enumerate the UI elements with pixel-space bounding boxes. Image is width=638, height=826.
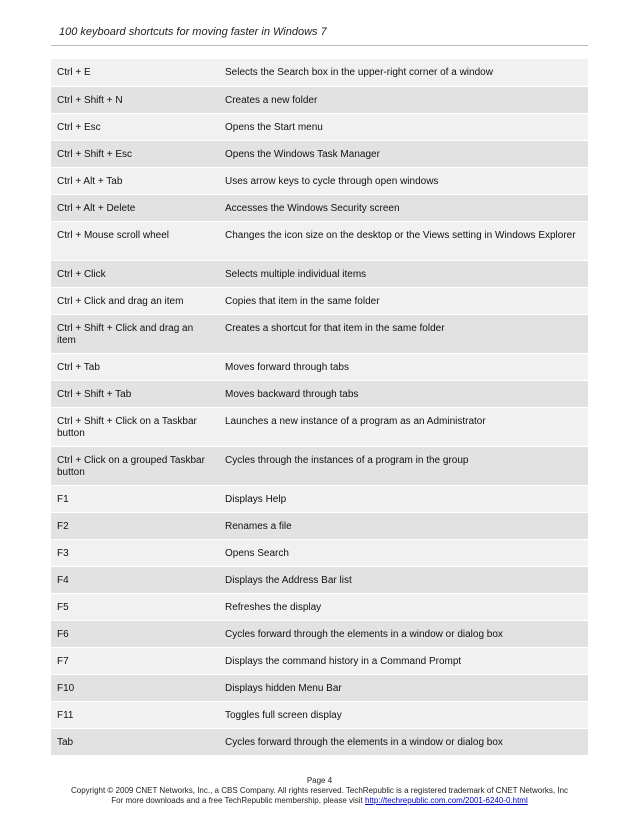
shortcut-description: Uses arrow keys to cycle through open windows <box>225 176 439 187</box>
techrepublic-link[interactable]: http://techrepublic.com.com/2001-6240-0.html <box>365 796 528 805</box>
shortcut-description: Refreshes the display <box>225 602 322 613</box>
shortcut-table <box>51 59 588 756</box>
table-row <box>51 486 588 513</box>
shortcut-keys: F5 <box>57 602 69 613</box>
table-row <box>51 87 588 114</box>
table-row <box>51 702 588 729</box>
table-row <box>51 315 588 354</box>
shortcut-description: Displays Help <box>225 494 287 505</box>
shortcut-description: Cycles forward through the elements in a window or dialog box <box>225 629 503 640</box>
table-row <box>51 354 588 381</box>
shortcut-keys: F3 <box>57 548 69 559</box>
document-header-title: 100 keyboard shortcuts for moving faster in Windows 7 <box>59 26 327 38</box>
table-row <box>51 513 588 540</box>
page-number: Page 4 <box>306 776 333 785</box>
shortcut-keys: Tab <box>57 737 74 748</box>
shortcut-description: Selects the Search box in the upper-right corner of a window <box>225 67 493 78</box>
shortcut-keys: Ctrl + Click and drag an item <box>57 296 184 307</box>
shortcut-description: Displays the Address Bar list <box>225 575 352 586</box>
shortcut-keys: Ctrl + Shift + N <box>57 95 123 106</box>
shortcut-keys: Ctrl + Click <box>57 269 106 280</box>
downloads-text: For more downloads and a free TechRepublic membership, please visit <box>111 796 365 805</box>
shortcut-keys: Ctrl + Alt + Delete <box>57 203 136 214</box>
shortcut-description: Creates a new folder <box>225 95 318 106</box>
shortcut-keys: Ctrl + Shift + Tab <box>57 389 132 400</box>
shortcut-description: Moves backward through tabs <box>225 389 359 400</box>
shortcut-description: Displays the command history in a Command Prompt <box>225 656 462 667</box>
table-row <box>51 141 588 168</box>
header-divider <box>51 45 588 46</box>
table-row <box>51 675 588 702</box>
shortcut-description: Launches a new instance of a program as an Administrator <box>225 416 486 427</box>
shortcut-keys: Ctrl + Shift + Esc <box>57 149 133 160</box>
shortcut-description: Selects multiple individual items <box>225 269 367 280</box>
table-row <box>51 567 588 594</box>
shortcut-keys: F4 <box>57 575 69 586</box>
table-row <box>51 540 588 567</box>
shortcut-keys: Ctrl + Shift + Click on a Taskbar button <box>57 416 197 439</box>
shortcut-keys: Ctrl + Shift + Click and drag an item <box>57 323 194 346</box>
shortcut-description: Opens the Windows Task Manager <box>225 149 380 160</box>
shortcut-keys: Ctrl + Click on a grouped Taskbar button <box>57 455 205 478</box>
shortcut-description: Creates a shortcut for that item in the same folder <box>225 323 445 334</box>
shortcut-description: Copies that item in the same folder <box>225 296 380 307</box>
shortcut-description: Cycles through the instances of a program in the group <box>225 455 469 466</box>
shortcut-keys: Ctrl + Esc <box>57 122 101 133</box>
table-row <box>51 648 588 675</box>
shortcut-keys: Ctrl + Alt + Tab <box>57 176 123 187</box>
page-footer <box>51 776 588 806</box>
table-row <box>51 621 588 648</box>
shortcut-keys: F2 <box>57 521 69 532</box>
shortcut-description: Displays hidden Menu Bar <box>225 683 342 694</box>
table-row <box>51 408 588 447</box>
table-row <box>51 594 588 621</box>
shortcut-description: Changes the icon size on the desktop or the Views setting in Windows Explorer <box>225 230 576 241</box>
table-row <box>51 168 588 195</box>
shortcut-keys: F6 <box>57 629 69 640</box>
table-row <box>51 447 588 486</box>
shortcut-description: Cycles forward through the elements in a window or dialog box <box>225 737 503 748</box>
shortcut-keys: F11 <box>57 710 74 721</box>
shortcut-keys: F7 <box>57 656 69 667</box>
shortcut-description: Toggles full screen display <box>225 710 342 721</box>
table-row <box>51 59 588 87</box>
shortcut-keys: Ctrl + Mouse scroll wheel <box>57 230 169 241</box>
table-row <box>51 381 588 408</box>
downloads-line <box>51 796 588 806</box>
shortcut-keys: F1 <box>57 494 69 505</box>
shortcut-description: Accesses the Windows Security screen <box>225 203 400 214</box>
table-row <box>51 222 588 261</box>
shortcut-keys: F10 <box>57 683 75 694</box>
shortcut-description: Moves forward through tabs <box>225 362 349 373</box>
copyright-notice: Copyright © 2009 CNET Networks, Inc., a CBS Company. All rights reserved. TechRepublic is a registered trademark of CNET Networks, Inc <box>70 786 569 795</box>
shortcut-description: Opens the Start menu <box>225 122 323 133</box>
shortcut-keys: Ctrl + E <box>57 67 91 78</box>
shortcut-description: Opens Search <box>225 548 289 559</box>
table-row <box>51 288 588 315</box>
table-row <box>51 195 588 222</box>
table-row <box>51 261 588 288</box>
shortcut-keys: Ctrl + Tab <box>57 362 100 373</box>
table-row <box>51 729 588 756</box>
table-row <box>51 114 588 141</box>
shortcut-description: Renames a file <box>225 521 292 532</box>
